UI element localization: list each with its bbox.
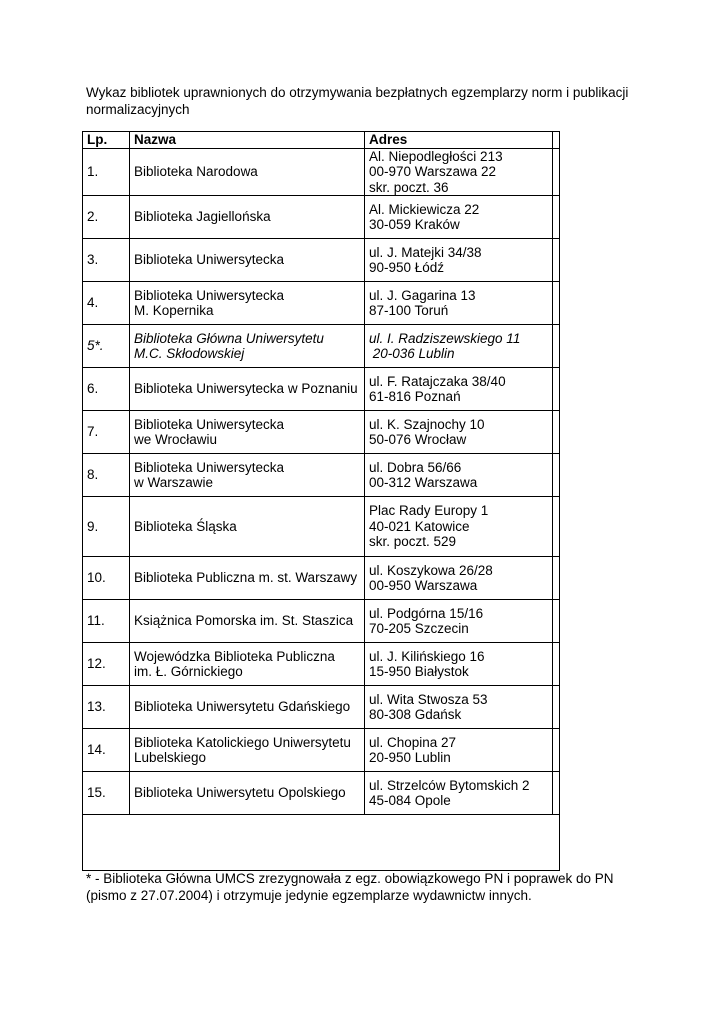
cell-name — [130, 643, 365, 686]
name-line: Biblioteka Uniwersytecka — [134, 416, 285, 432]
cell-lp: 11. — [83, 600, 130, 643]
cell-name — [130, 239, 365, 282]
cell-name — [130, 557, 365, 600]
cell-address — [365, 368, 553, 411]
name-line: Biblioteka Uniwersytecka — [134, 459, 285, 475]
address-line: 20-036 Lublin — [369, 346, 455, 361]
address-line: 00-312 Warszawa — [369, 475, 478, 490]
cell-empty — [553, 497, 560, 557]
table-row — [83, 643, 560, 686]
header-name: Nazwa — [130, 132, 365, 149]
library-table — [82, 131, 560, 871]
address-line: ul. Podgórna 15/16 — [369, 605, 484, 621]
table-row — [83, 368, 560, 411]
cell-address — [365, 557, 553, 600]
address-line: ul. Dobra 56/66 — [369, 459, 462, 475]
address-line: ul. J. Matejki 34/38 — [369, 244, 482, 260]
header-empty — [553, 132, 560, 149]
cell-empty — [553, 557, 560, 600]
cell-empty — [553, 454, 560, 497]
cell-lp: 2. — [83, 196, 130, 239]
cell-name — [130, 148, 365, 196]
address-line: ul. K. Szajnochy 10 — [369, 416, 485, 432]
address-line: 00-970 Warszawa 22 — [369, 164, 497, 179]
name-line: im. Ł. Górnickiego — [134, 664, 243, 679]
footnote: * - Biblioteka Główna UMCS zrezygnowała z egz. obowiązkowego PN i poprawek do PN (pismo z 27.07.2004) i otrzymuje jedynie egzemplarze wydawnictw innych. — [86, 871, 614, 903]
cell-lp: 13. — [83, 686, 130, 729]
cell-lp: 7. — [83, 411, 130, 454]
cell-address — [365, 411, 553, 454]
table-row-empty — [83, 815, 560, 871]
address-line: 00-950 Warszawa — [369, 578, 478, 593]
address-line: Plac Rady Europy 1 — [369, 503, 489, 519]
cell-lp: 8. — [83, 454, 130, 497]
address-line: 87-100 Toruń — [369, 303, 449, 318]
cell-address — [365, 686, 553, 729]
name-line: Biblioteka Uniwersytetu Gdańskiego — [134, 699, 351, 715]
address-line: 45-084 Opole — [369, 793, 451, 808]
header-lp: Lp. — [83, 132, 130, 149]
address-line: skr. poczt. 36 — [369, 179, 449, 195]
cell-lp: 5*. — [83, 325, 130, 368]
cell-name — [130, 497, 365, 557]
address-line: 80-308 Gdańsk — [369, 707, 462, 722]
cell-lp: 15. — [83, 772, 130, 815]
cell-name — [130, 600, 365, 643]
cell-empty — [553, 239, 560, 282]
name-line: Biblioteka Narodowa — [134, 164, 258, 179]
cell-name — [130, 729, 365, 772]
name-line: Biblioteka Uniwersytetu Opolskiego — [134, 785, 346, 801]
cell-address — [365, 497, 553, 557]
cell-lp: 12. — [83, 643, 130, 686]
cell-name — [130, 282, 365, 325]
name-line: Biblioteka Katolickiego Uniwersytetu — [134, 734, 351, 750]
cell-name — [130, 196, 365, 239]
name-line: we Wrocławiu — [134, 432, 218, 447]
table-row — [83, 600, 560, 643]
name-line: Biblioteka Główna Uniwersytetu — [134, 330, 324, 346]
table-row — [83, 282, 560, 325]
cell-lp: 4. — [83, 282, 130, 325]
name-line: Lubelskiego — [134, 750, 207, 765]
address-line: ul. Chopina 27 — [369, 734, 457, 750]
name-line: Biblioteka Jagiellońska — [134, 209, 271, 225]
table-header-row — [83, 132, 560, 149]
address-line: 61-816 Poznań — [369, 389, 461, 404]
document-title: Wykaz bibliotek uprawnionych do otrzymywania bezpłatnych egzemplarzy norm i publikacji normalizacyjnych — [86, 85, 629, 117]
name-line: w Warszawie — [134, 475, 214, 490]
cell-name — [130, 686, 365, 729]
address-line: 90-950 Łódź — [369, 260, 445, 275]
cell-name — [130, 411, 365, 454]
address-line: ul. F. Ratajczaka 38/40 — [369, 373, 506, 389]
name-line: M. Kopernika — [134, 303, 214, 318]
address-line: ul. Koszykowa 26/28 — [369, 562, 493, 578]
cell-address — [365, 239, 553, 282]
cell-address — [365, 772, 553, 815]
cell-empty — [553, 282, 560, 325]
cell-lp: 1. — [83, 148, 130, 196]
header-address: Adres — [365, 132, 553, 149]
address-line: ul. I. Radziszewskiego 11 — [369, 330, 521, 346]
address-line: 40-021 Katowice — [369, 518, 470, 534]
cell-name — [130, 325, 365, 368]
table-row — [83, 239, 560, 282]
address-line: 15-950 Białystok — [369, 664, 469, 679]
address-line: 20-950 Lublin — [369, 750, 451, 765]
cell-address — [365, 643, 553, 686]
name-line: Książnica Pomorska im. St. Staszica — [134, 613, 354, 629]
cell-name — [130, 772, 365, 815]
address-line: Al. Mickiewicza 22 — [369, 201, 480, 217]
cell-lp: 3. — [83, 239, 130, 282]
cell-address — [365, 454, 553, 497]
cell-empty — [553, 411, 560, 454]
address-line: ul. J. Gagarina 13 — [369, 287, 476, 303]
cell-address — [365, 325, 553, 368]
table-row — [83, 497, 560, 557]
cell-address — [365, 282, 553, 325]
table-row — [83, 411, 560, 454]
cell-lp: 9. — [83, 497, 130, 557]
table-row — [83, 772, 560, 815]
cell-address — [365, 148, 553, 196]
table-row — [83, 196, 560, 239]
cell-name — [130, 368, 365, 411]
name-line: Biblioteka Uniwersytecka w Poznaniu — [134, 381, 358, 397]
cell-address — [365, 729, 553, 772]
cell-empty — [553, 196, 560, 239]
cell-empty — [553, 772, 560, 815]
cell-empty — [553, 148, 560, 196]
address-line: 50-076 Wrocław — [369, 432, 467, 447]
address-line: ul. J. Kilińskiego 16 — [369, 648, 485, 664]
cell-empty — [553, 643, 560, 686]
name-line: Wojewódzka Biblioteka Publiczna — [134, 648, 335, 664]
cell-address — [365, 196, 553, 239]
name-line: Biblioteka Śląska — [134, 518, 237, 534]
cell-empty — [553, 600, 560, 643]
cell-empty — [553, 368, 560, 411]
cell-empty — [553, 686, 560, 729]
name-line: Biblioteka Uniwersytecka — [134, 252, 285, 268]
table-row — [83, 148, 560, 196]
table-row — [83, 454, 560, 497]
address-line: ul. Wita Stwosza 53 — [369, 691, 488, 707]
cell-address — [365, 600, 553, 643]
cell-empty — [553, 325, 560, 368]
name-line: Biblioteka Uniwersytecka — [134, 287, 285, 303]
cell-lp: 6. — [83, 368, 130, 411]
address-line: 70-205 Szczecin — [369, 621, 469, 636]
table-row — [83, 557, 560, 600]
address-line: ul. Strzelców Bytomskich 2 — [369, 777, 530, 793]
cell-empty — [553, 729, 560, 772]
address-line: 30-059 Kraków — [369, 217, 460, 232]
cell-lp: 10. — [83, 557, 130, 600]
cell-name — [130, 454, 365, 497]
table-row — [83, 686, 560, 729]
address-line: skr. poczt. 529 — [369, 534, 457, 550]
name-line: M.C. Skłodowskiej — [134, 346, 245, 361]
cell-lp: 14. — [83, 729, 130, 772]
table-row — [83, 729, 560, 772]
cell-empty-merged — [83, 815, 560, 871]
table-row — [83, 325, 560, 368]
name-line: Biblioteka Publiczna m. st. Warszawy — [134, 570, 358, 586]
address-line: Al. Niepodległości 213 — [369, 148, 503, 164]
